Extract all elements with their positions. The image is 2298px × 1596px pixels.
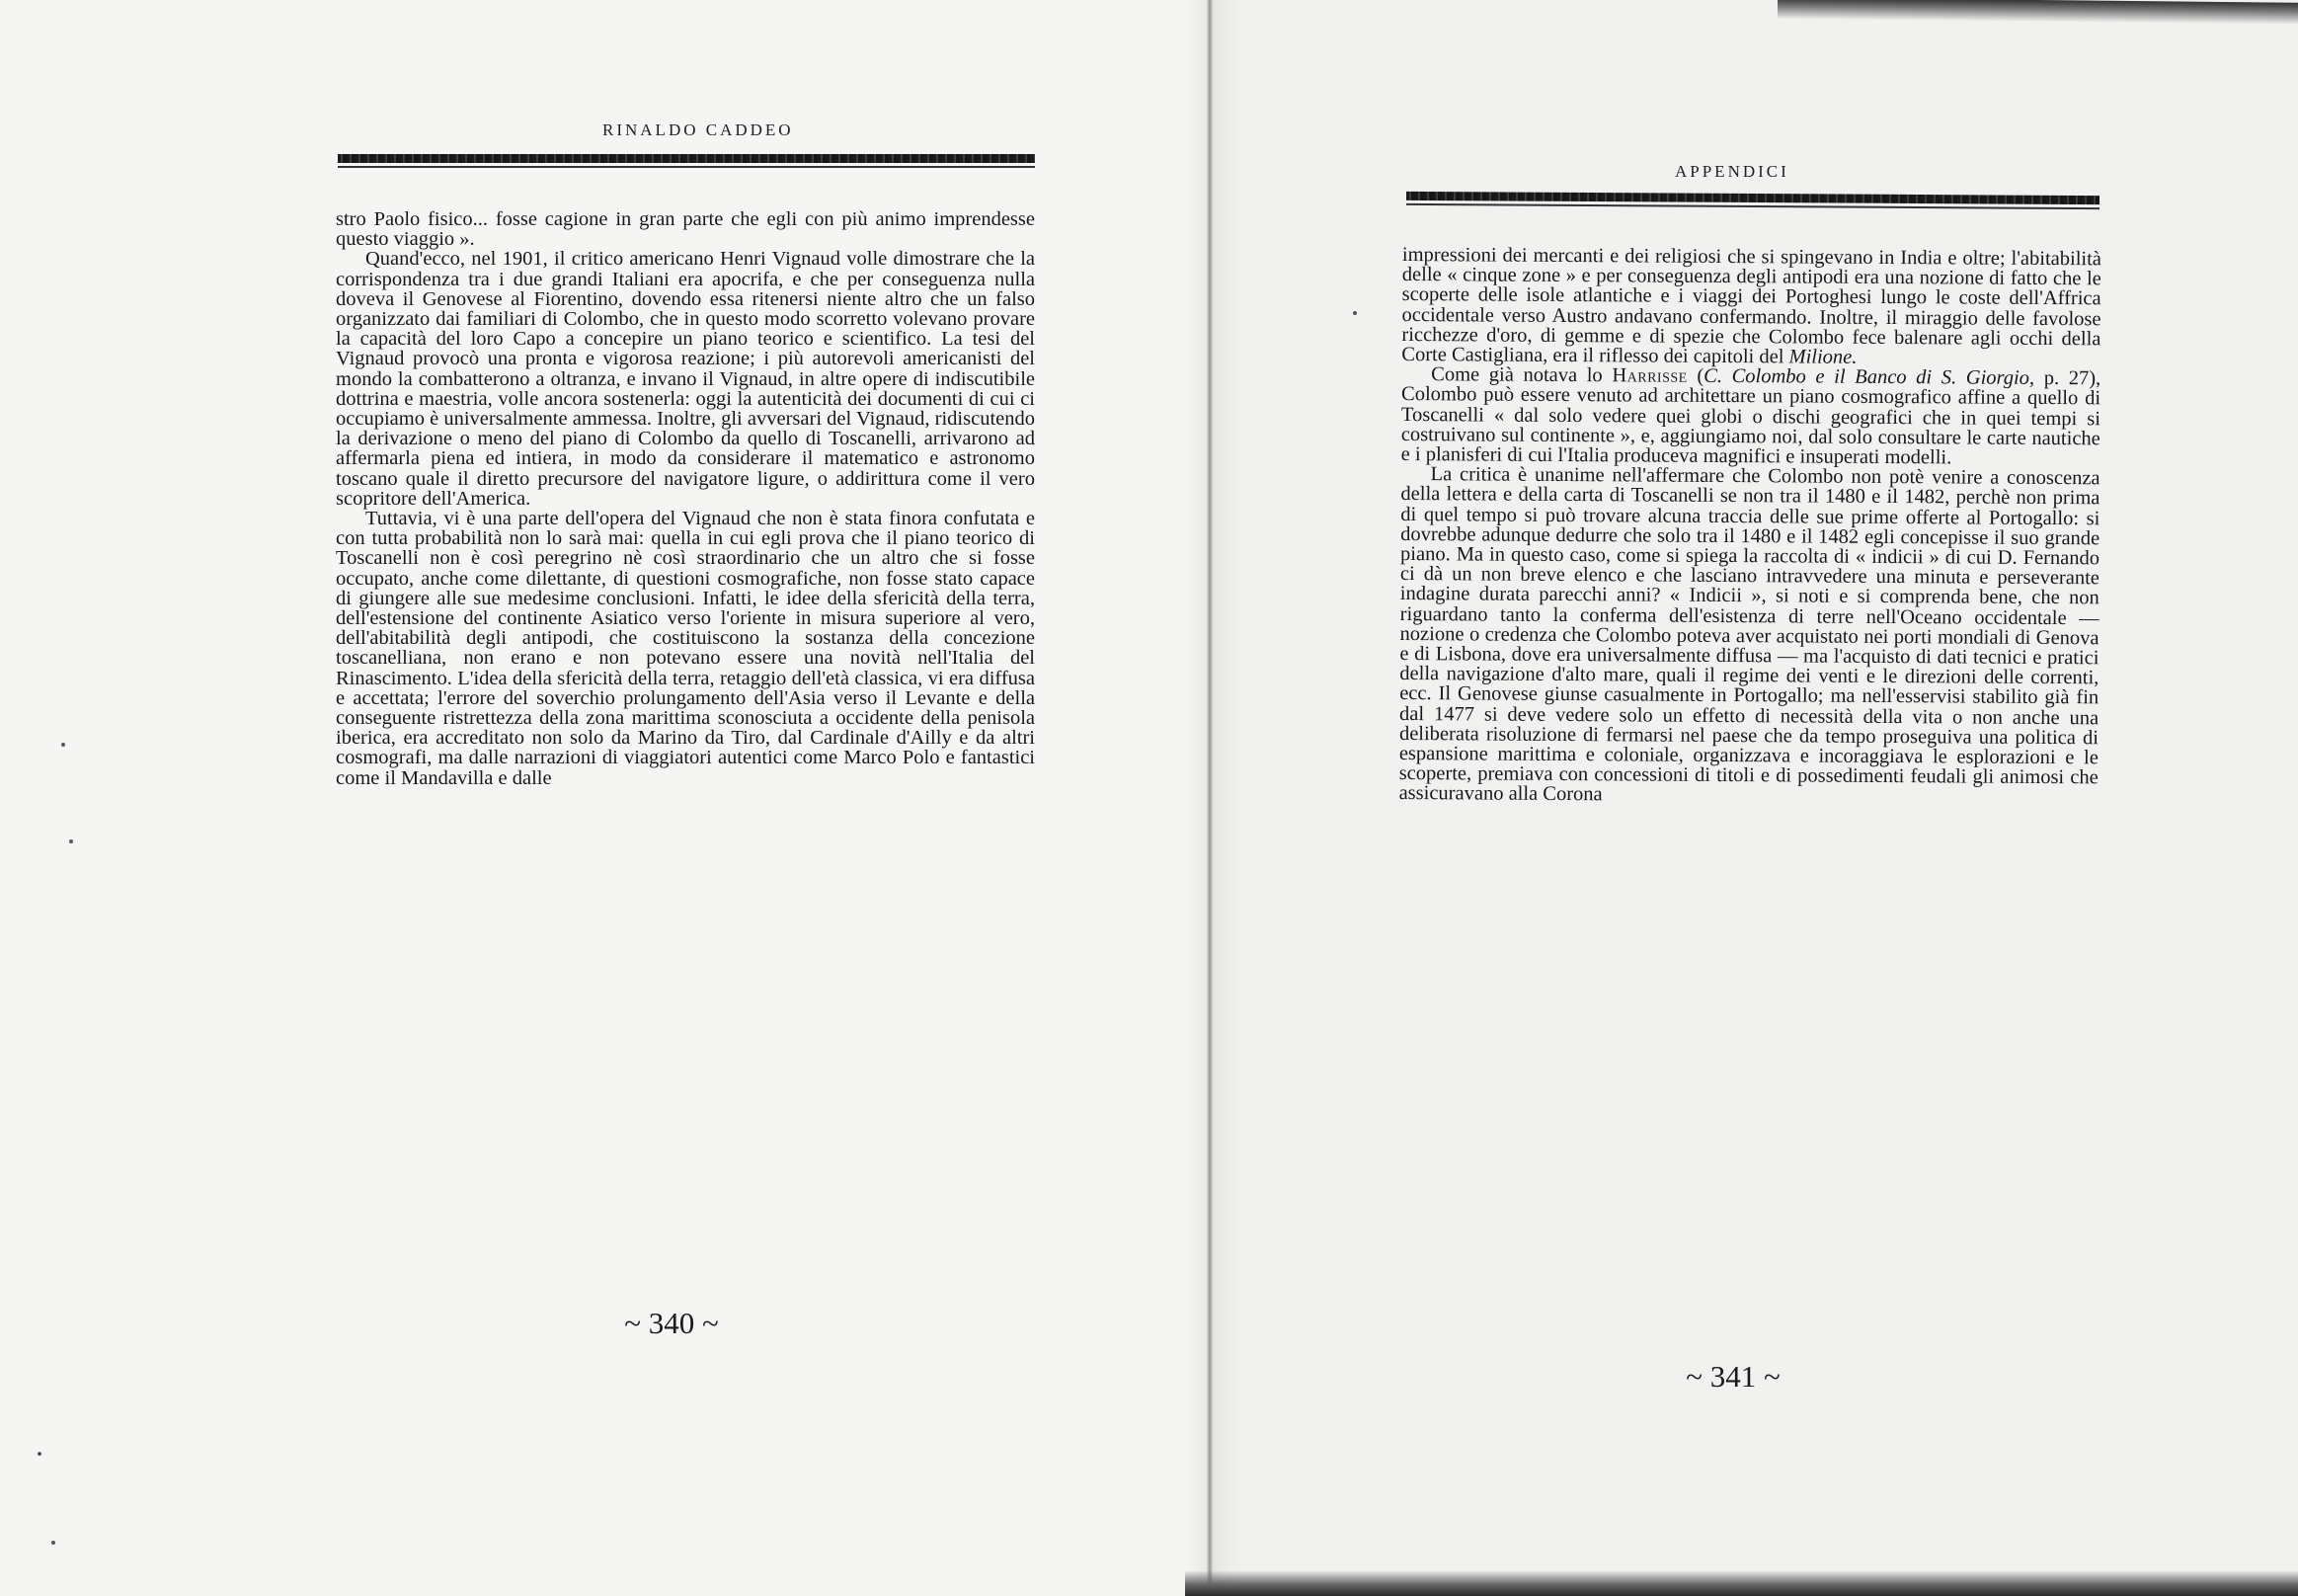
right-running-head: APPENDICI (1675, 162, 1789, 181)
left-body-text (336, 209, 1035, 788)
scan-speck (61, 743, 65, 747)
milione-title: Milione. (1788, 346, 1858, 368)
right-paragraph-1 (1401, 245, 2101, 369)
left-paragraph-3: Tuttavia, vi è una parte dell'opera del Vignaud che non è stata finora confutata e con tutta probabilità non lo sarà mai: quella in cui egli prova che il piano teorico di Toscanelli non è così peregrino nè così straordinario che un altro che si fosse occupato, anche come dilettante, di questioni cosmografiche, non fosse stato capace di giungere alle sue medesime conclusioni. Infatti, le idee della sfericità della terra, dell'estensione del continente Asiatico verso l'oriente in misura superiore al vero, dell'abitabilità degli antipodi, che costituiscono la sostanza della concezione toscanelliana, non erano e non potevano essere una novità nell'Italia del Rinascimento. L'idea della sfericità della terra, retaggio dell'età classica, vi era diffusa e accettata; l'errore del soverchio prolungamento dell'Asia verso il Levante e della conseguente ristrettezza della zona marittima sconosciuta a occidente della penisola iberica, era accreditato non solo da Marino da Tiro, dal Cardinale d'Ailly e da altri cosmografi, ma dalle narrazioni di viaggiatori autentici come Marco Polo e fantastici come il Mandavilla e dalle (336, 508, 1035, 789)
right-paragraph-3: La critica è unanime nell'affermare che Colombo non potè venire a conoscenza della lettera e della carta di Toscanelli se non tra il 1480 e il 1482, perchè non prima di quel tempo si può trovare alcuna traccia delle sue prime offerte al Portogallo: si dovrebbe adunque dedurre che solo tra il 1480 e il 1482 egli concepisse il suo grande piano. Ma in questo caso, come si spiega la raccolta di « indicii » di cui D. Fernando ci dà un non breve elenco e che lasciano intravvedere una minuta e perseverante indagine durata parecchi anni? « Indicii », si noti e si comprenda bene, che non riguardano tanto la conferma dell'esistenza di terre nell'Oceano occidentale — nozione o credenza che Colombo poteva aver acquistato nei porti mondiali di Genova e di Lisbona, dove era universalmente diffusa — ma l'acquisto di dati tecnici e pratici della navigazione d'alto mare, quali il regime dei venti e le direzioni delle correnti, ecc. Il Genovese giunse casualmente in Portogallo; ma nell'esservisi stabilito già fin dal 1477 si deve vedere solo un effetto di necessità della vita o non anche una deliberata risoluzione di fermarsi nel paese che da tempo proseguiva una politica di espansione marittima e coloniale, organizzava e incoraggiava le esplorazioni e le scoperte, premiava con concessioni di titoli e di possedimenti feudali gli animosi che assicuravano alla Corona (1398, 463, 2100, 806)
scan-edge-bottom (1185, 1570, 2298, 1596)
author-harrisse: Harrisse (1612, 364, 1688, 387)
scan-speck (1353, 311, 1357, 315)
right-paragraph-2-rest: p. 27), Colombo può essere venuto ad architettare un piano cosmografico affine a quello di Toscanelli « dal solo vedere quei globi o dischi geografici che in quei tempi si costruivano sul continente », e, aggiungiamo noi, dal solo consultare le carte nautiche e i planisferi di cui l'Italia produceva magnifici e insuperati modelli. (1400, 367, 2101, 469)
left-running-head: RINALDO CADDEO (602, 120, 794, 139)
scan-speck (69, 839, 73, 843)
scan-speck (38, 1452, 41, 1456)
left-header-rule (338, 154, 1035, 163)
left-header-rule-thin (338, 166, 1035, 168)
left-page-number: ~ 340 ~ (624, 1306, 719, 1340)
left-paragraph-2: Quand'ecco, nel 1901, il critico americano Henri Vignaud volle dimostrare che la corrispondenza tra i due grandi Italiani era apocrifa, e che per conseguenza nulla doveva il Genovese al Fiorentino, dovendo essa ritenersi niente altro che un falso organizzato dai familiari di Colombo, che in questo modo scorretto volevano provare la capacità del loro Capo a concepire un piano teorico e scientifico. La tesi del Vignaud provocò una pronta e vigorosa reazione; i più autorevoli americanisti del mondo la combatterono a oltranza, e invano il Vignaud, in altre opere di indiscutibile dottrina e maestria, volle ancora sostenerla: oggi la autenticità dei documenti di cui ci occupiamo è universalmente ammessa. Inoltre, gli avversari del Vignaud, ridiscutendo la derivazione o meno del piano di Colombo da quello di Toscanelli, arrivarono ad affermarla piena ed intiera, in modo da considerare il matematico e astronomo toscano quale il diretto precursore del navigatore ligure, o addirittura come il vero scopritore dell'America. (336, 248, 1035, 510)
right-paragraph-2: Come già notava lo Harrisse (C. Colombo e il Banco di S. Giorgio, p. 27), Colombo può essere venuto ad architettare un piano cosmografico affine a quello di Toscanelli « dal solo vedere quei globi o dischi geografici che in quei tempi si costruivano sul continente », e, aggiungiamo noi, dal solo consultare le carte nautiche e i planisferi di cui l'Italia produceva magnifici e insuperati modelli. (1400, 363, 2101, 469)
left-paragraph-1: stro Paolo fisico... fosse cagione in gran parte che egli con più animo imprendesse questo viaggio ». (336, 208, 1035, 251)
right-paragraph-2-intro: Come già notava lo (1431, 363, 1603, 387)
cited-work-title: C. Colombo e il Banco di S. Giorgio, (1704, 365, 2035, 390)
right-paragraph-1-text: impressioni dei mercanti e dei religiosi che si spingevano in India e oltre; l'abitabilità delle « cinque zone » e per conseguenza degli antipodi era una nozione di fatto che le scoperte delle isole atlantiche e i viaggi dei Portoghesi lungo le coste dell'Affrica occidentale verso Austro andavano confermando. Inoltre, il miraggio delle favolose ricchezze d'oro, di gemme e di spezie che Colombo fece balenare agli occhi della Corte Castigliana, era il riflesso dei capitoli del (1401, 244, 2101, 368)
right-body-text (1399, 245, 2101, 808)
right-page-number: ~ 341 ~ (1686, 1359, 1781, 1394)
gutter-shadow (1185, 0, 1244, 1596)
book-gutter (1207, 0, 1213, 1596)
scan-speck (51, 1541, 55, 1545)
